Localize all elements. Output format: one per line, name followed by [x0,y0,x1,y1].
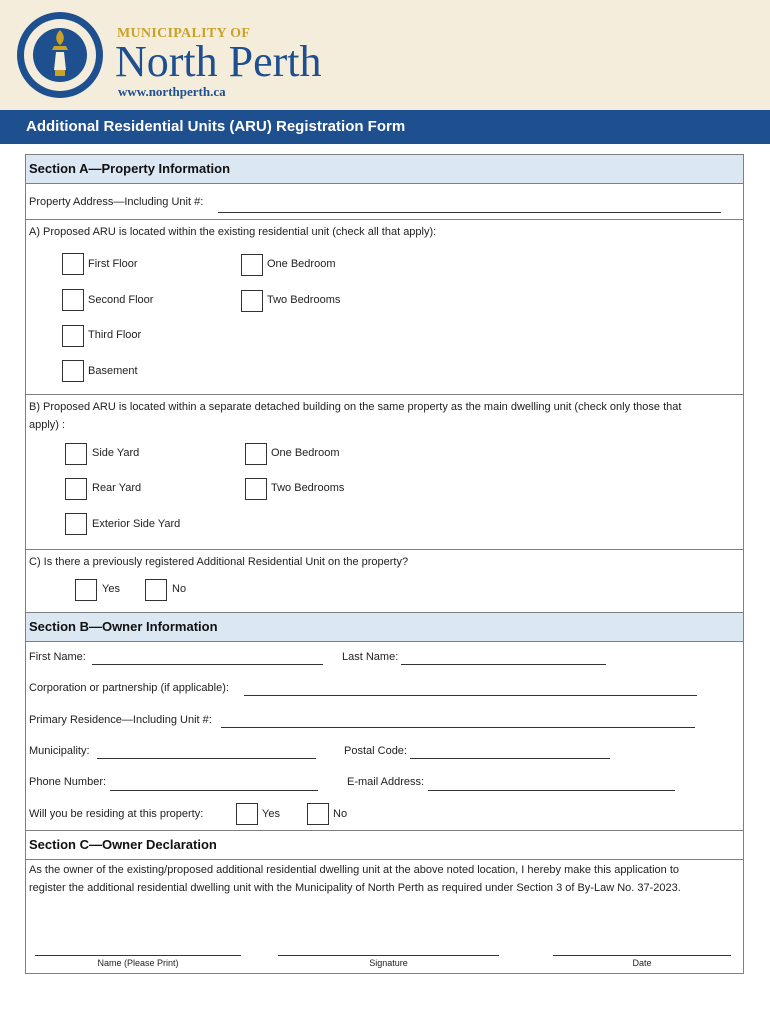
a-one-bedroom-checkbox[interactable] [241,254,263,276]
first-floor-label: First Floor [88,258,138,270]
second-floor-label: Second Floor [88,294,154,306]
primary-residence-field[interactable] [221,727,695,728]
a-one-bedroom-label: One Bedroom [267,258,336,270]
date-field[interactable] [553,955,731,956]
b-one-bedroom-label: One Bedroom [271,447,340,459]
divider [26,394,743,395]
residing-label: Will you be residing at this property: [29,808,204,820]
c-yes-label: Yes [102,583,120,595]
b-two-bedrooms-checkbox[interactable] [245,478,267,500]
header-banner [0,0,770,110]
third-floor-checkbox[interactable] [62,325,84,347]
first-name-label: First Name: [29,651,86,663]
residing-no-label: No [333,808,348,820]
municipal-seal-logo [8,10,112,100]
declaration-line2: register the additional residential dwelling unit with the Municipality of North Perth as required under Section 3 of By-Law No. 37-2023. [29,882,681,894]
side-yard-checkbox[interactable] [65,443,87,465]
municipality-field[interactable] [97,758,316,759]
b-two-bedrooms-label: Two Bedrooms [271,482,345,494]
signature-field[interactable] [278,955,499,956]
section-b-header [26,612,743,642]
corporation-label: Corporation or partnership (if applicable): [29,682,229,694]
section-b-title: Section B—Owner Information [29,619,218,634]
phone-field[interactable] [110,790,318,791]
section-c-title: Section C—Owner Declaration [29,837,217,852]
property-address-field[interactable] [218,212,721,213]
a-two-bedrooms-checkbox[interactable] [241,290,263,312]
last-name-label: Last Name: [342,651,399,663]
form-title-bar [0,110,770,144]
c-yes-checkbox[interactable] [75,579,97,601]
rear-yard-label: Rear Yard [92,482,142,494]
residing-yes-checkbox[interactable] [236,803,258,825]
side-yard-label: Side Yard [92,447,140,459]
last-name-field[interactable] [401,664,606,665]
corporation-field[interactable] [244,695,697,696]
basement-label: Basement [88,365,138,377]
divider [26,219,743,220]
section-a-title: Section A—Property Information [29,161,231,176]
email-label: E-mail Address: [347,776,425,788]
rear-yard-checkbox[interactable] [65,478,87,500]
date-label: Date [632,958,652,968]
first-floor-checkbox[interactable] [62,253,84,275]
section-c-header [26,830,743,860]
exterior-side-yard-label: Exterior Side Yard [92,518,181,530]
first-name-field[interactable] [92,664,323,665]
municipality-label: Municipality: [29,745,90,757]
question-b-line1: B) Proposed ARU is located within a separate detached building on the same property as the main dwelling unit (check only those that [29,401,682,413]
basement-checkbox[interactable] [62,360,84,382]
residing-yes-label: Yes [262,808,280,820]
website-link[interactable]: www.northperth.ca [118,84,226,99]
exterior-side-yard-checkbox[interactable] [65,513,87,535]
municipality-of-label: MUNICIPALITY OF [117,26,251,41]
phone-label: Phone Number: [29,776,107,788]
second-floor-checkbox[interactable] [62,289,84,311]
postal-code-label: Postal Code: [344,745,407,757]
a-two-bedrooms-label: Two Bedrooms [267,294,341,306]
municipality-name: North Perth [115,37,322,86]
form-title: Additional Residential Units (ARU) Registration Form [26,118,406,135]
signature-label: Signature [369,958,408,968]
property-address-label: Property Address—Including Unit #: [29,196,204,208]
question-c: C) Is there a previously registered Additional Residential Unit on the property? [29,556,409,568]
name-print-label: Name (Please Print) [97,958,179,968]
section-a-header [26,155,743,184]
question-b-line2: apply) : [29,419,66,431]
third-floor-label: Third Floor [88,329,142,341]
residing-no-checkbox[interactable] [307,803,329,825]
primary-residence-label: Primary Residence—Including Unit #: [29,714,212,726]
divider [26,549,743,550]
c-no-checkbox[interactable] [145,579,167,601]
b-one-bedroom-checkbox[interactable] [245,443,267,465]
declaration-line1: As the owner of the existing/proposed additional residential dwelling unit at the above noted location, I hereby make this application to [29,864,680,876]
question-a: A) Proposed ARU is located within the existing residential unit (check all that apply): [29,226,437,238]
email-field[interactable] [428,790,675,791]
c-no-label: No [172,583,187,595]
name-print-field[interactable] [35,955,241,956]
postal-code-field[interactable] [410,758,610,759]
registration-form [25,154,744,974]
